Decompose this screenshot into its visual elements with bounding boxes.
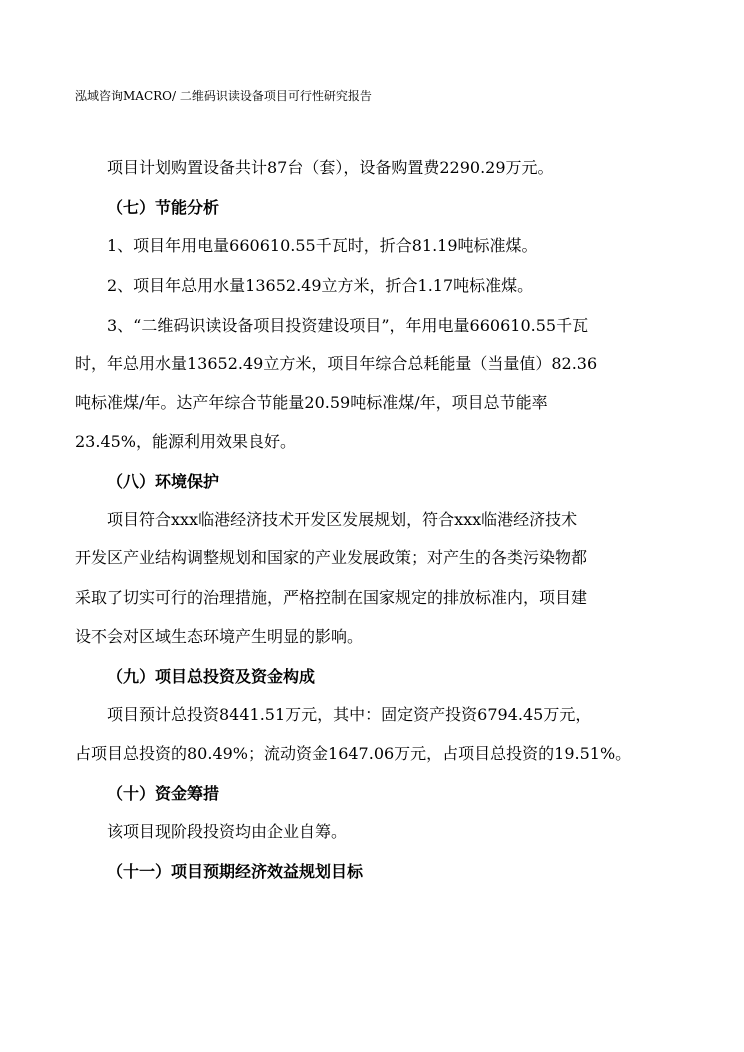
section-heading-energy-saving: （七）节能分析 bbox=[107, 198, 220, 217]
environment-line-4: 设不会对区域生态环境产生明显的影响。 bbox=[75, 627, 364, 646]
energy-item-2: 2、项目年总用水量13652.49立方米，折合1.17吨标准煤。 bbox=[107, 276, 534, 295]
environment-line-2: 开发区产业结构调整规划和国家的产业发展政策；对产生的各类污染物都 bbox=[75, 548, 588, 567]
investment-line-2: 占项目总投资的80.49%；流动资金1647.06万元，占项目总投资的19.51%。 bbox=[75, 744, 632, 763]
section-heading-funding: （十）资金筹措 bbox=[107, 784, 220, 803]
funding-line-1: 该项目现阶段投资均由企业自筹。 bbox=[107, 822, 348, 841]
investment-line-1: 项目预计总投资8441.51万元，其中：固定资产投资6794.45万元， bbox=[107, 705, 592, 724]
energy-item-3-line-1: 3、“二维码识读设备项目投资建设项目”，年用电量660610.55千瓦 bbox=[107, 316, 589, 335]
energy-item-3-line-2: 时，年总用水量13652.49立方米，项目年综合总耗能量（当量值）82.36 bbox=[75, 354, 598, 373]
section-heading-investment: （九）项目总投资及资金构成 bbox=[107, 667, 316, 686]
page-header: 泓域咨询MACRO/ 二维码识读设备项目可行性研究报告 bbox=[75, 89, 372, 103]
environment-line-3: 采取了切实可行的治理措施，严格控制在国家规定的排放标准内，项目建 bbox=[75, 588, 588, 607]
energy-item-1: 1、项目年用电量660610.55千瓦时，折合81.19吨标准煤。 bbox=[107, 236, 538, 255]
section-heading-environment: （八）环境保护 bbox=[107, 472, 220, 491]
equipment-paragraph: 项目计划购置设备共计87台（套），设备购置费2290.29万元。 bbox=[107, 158, 554, 177]
environment-line-1: 项目符合xxx临港经济技术开发区发展规划，符合xxx临港经济技术 bbox=[107, 510, 578, 529]
energy-item-3-line-3: 吨标准煤/年。达产年综合节能量20.59吨标准煤/年，项目总节能率 bbox=[75, 393, 548, 412]
energy-item-3-line-4: 23.45%，能源利用效果良好。 bbox=[75, 432, 297, 451]
section-heading-economic-targets: （十一）项目预期经济效益规划目标 bbox=[107, 862, 364, 881]
